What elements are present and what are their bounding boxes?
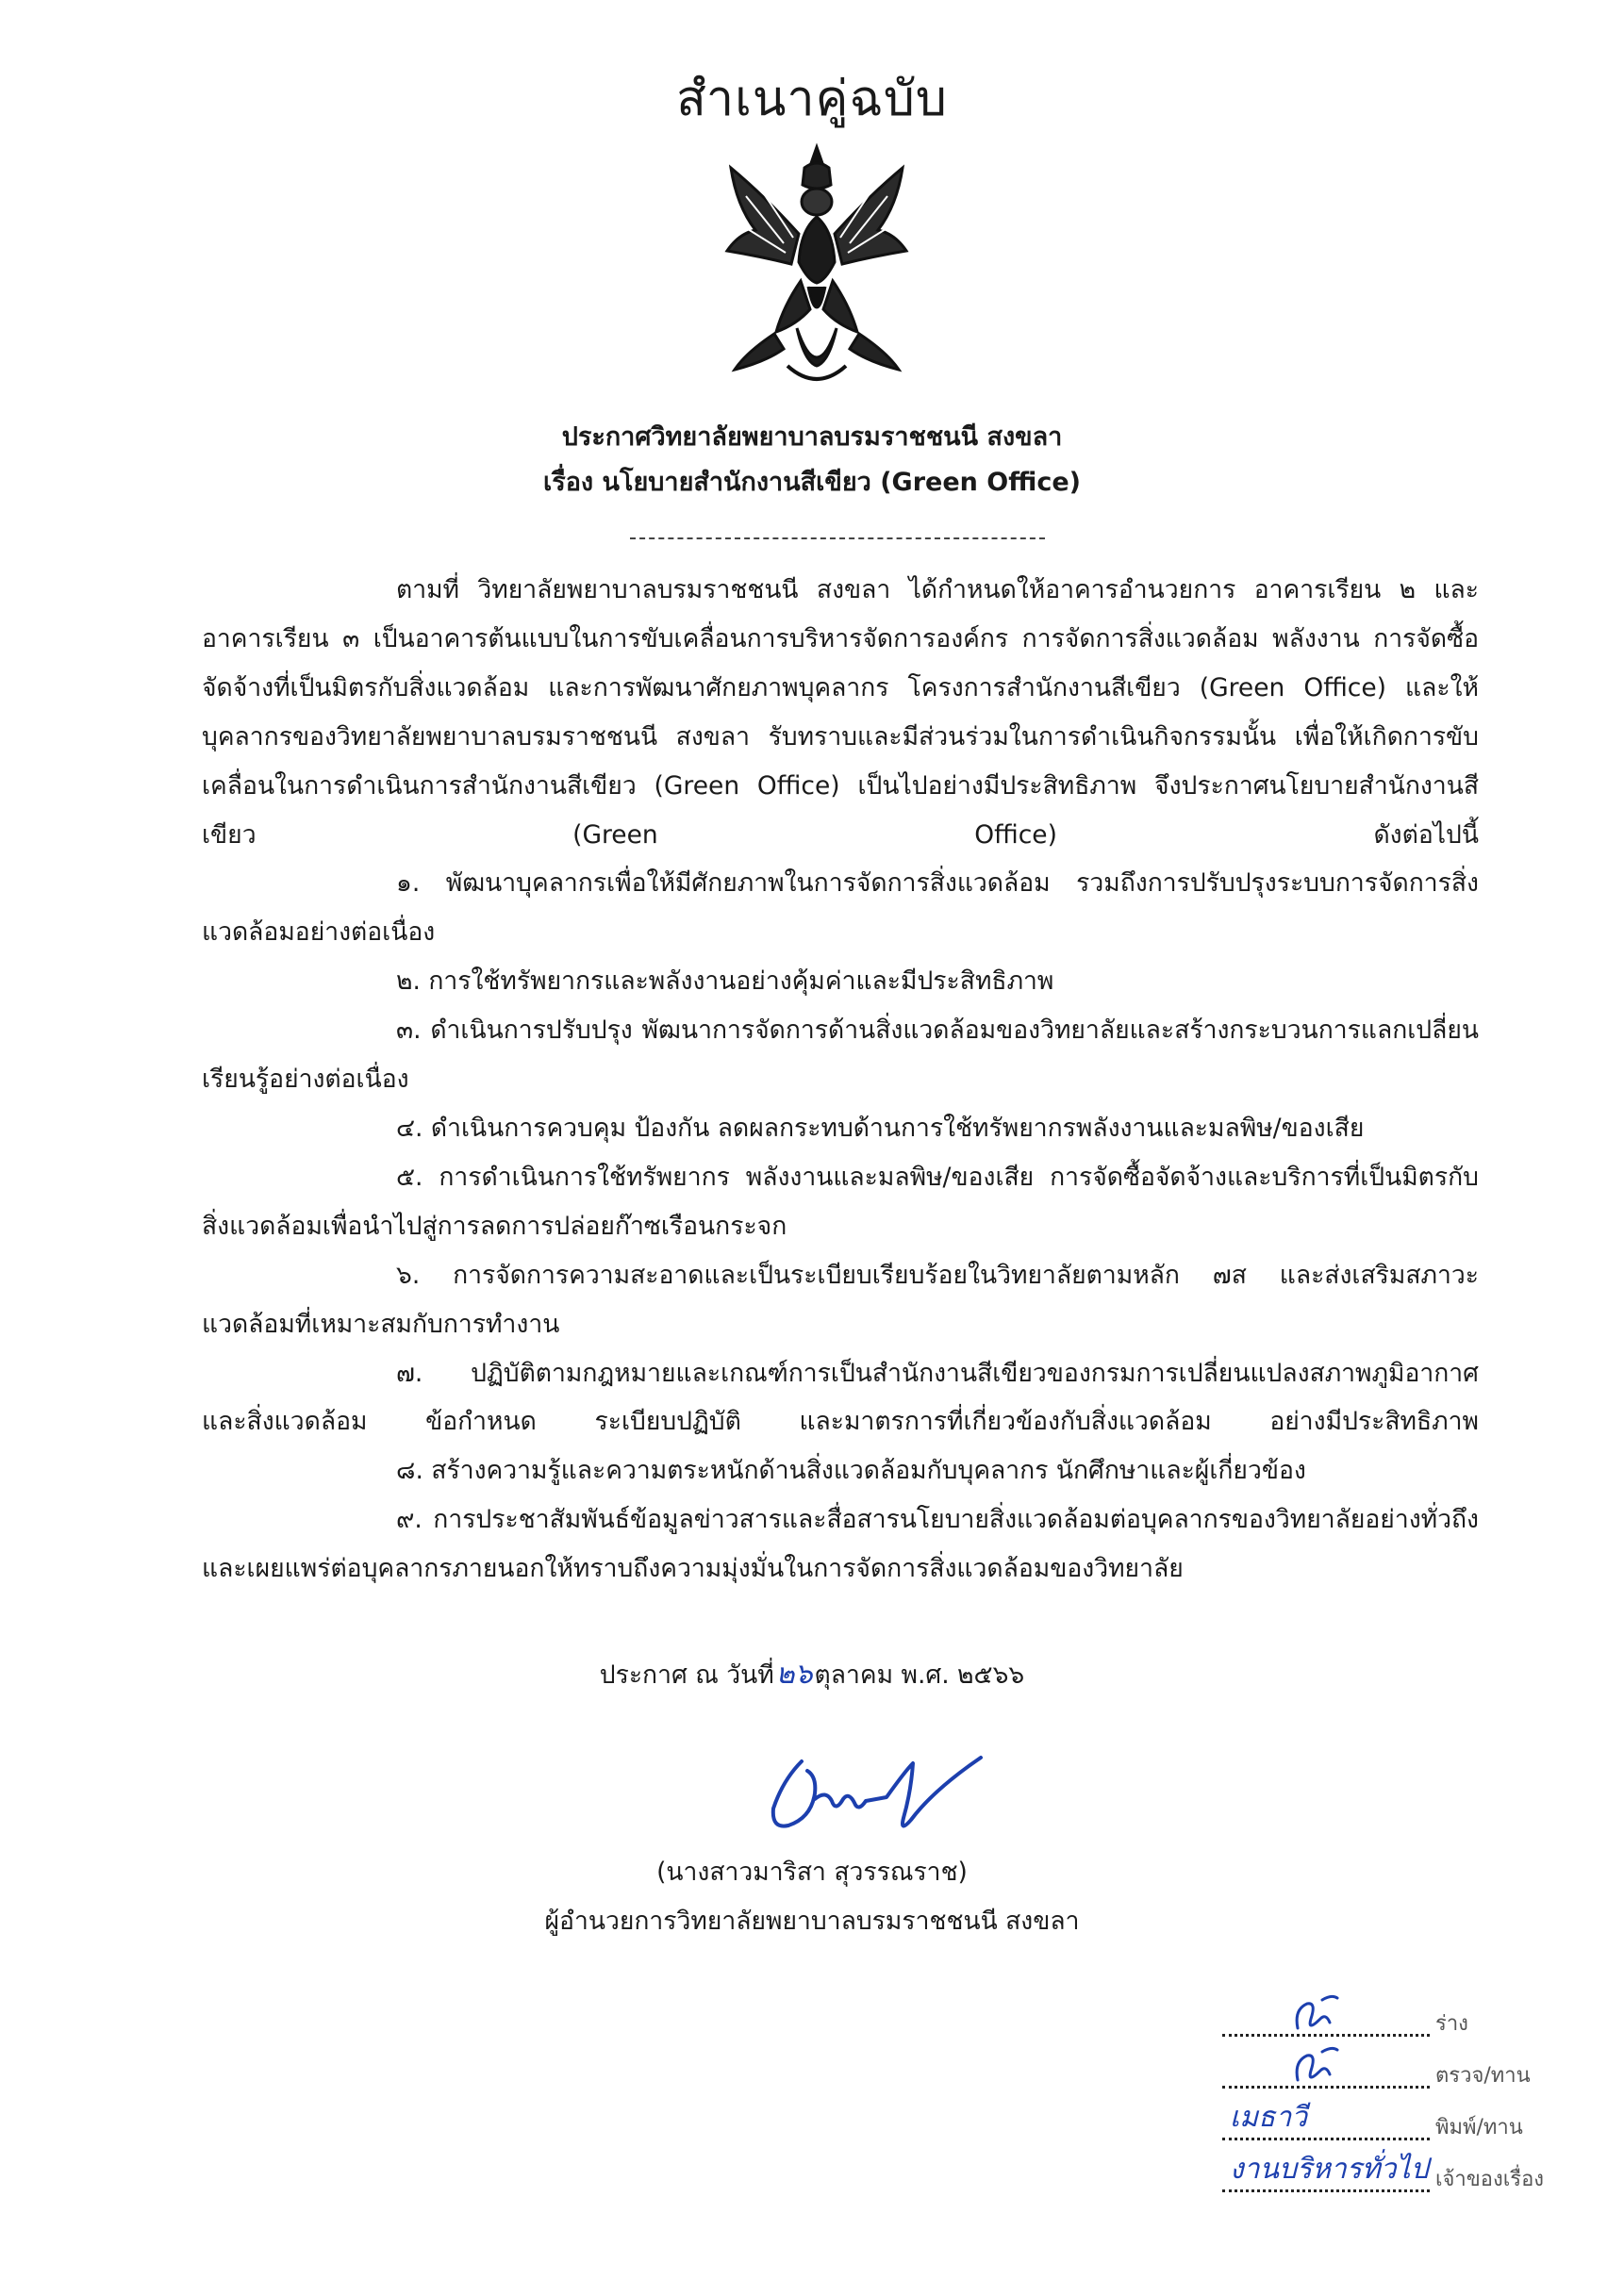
title-line-1: ประกาศวิทยาลัยพยาบาลบรมราชชนนี สงขลา: [561, 422, 1063, 452]
policy-item-8: ๘. สร้างความรู้และความตระหนักด้านสิ่งแวดล้อมกับบุคลากร นักศึกษาและผู้เกี่ยวข้อง: [396, 1456, 1306, 1486]
policy-item-2: ๒. การใช้ทรัพยากรและพลังงานอย่างคุ้มค่าและมีประสิทธิภาพ: [396, 966, 1054, 997]
policy-item-1: ๑. พัฒนาบุคลากรเพื่อให้มีศักยภาพในการจัดการสิ่งแวดล้อม รวมถึงการปรับปรุงระบบการจัดการสิ่งแวดล้อมอย่างต่อเนื่อง: [202, 868, 1479, 948]
initial-signature: [1288, 1990, 1345, 2041]
intro-paragraph: ตามที่ วิทยาลัยพยาบาลบรมราชชนนี สงขลา ได้กำหนดให้อาคารอำนวยการ อาคารเรียน ๒ และอาคารเรียน ๓ เป็นอาคารต้นแบบในการขับเคลื่อนการบริหารจัดการองค์กร การจัดการสิ่งแวดล้อม พลังงาน การจัดซื้อจัดจ้างที่เป็นมิตรกับสิ่งแวดล้อม และการพัฒนาศักยภาพบุคลากร โครงการสำนักงานสีเขียว (Green Office) และให้บุคลากรของวิทยาลัยพยาบาลบรมราชชนนี สงขลา รับทราบและมีส่วนร่วมในการดำเนินกิจกรรมนั้น เพื่อให้เกิดการขับเคลื่อนในการดำเนินการสำนักงานสีเขียว (Green Office) เป็นไปอย่างมีประสิทธิภาพ จึงประกาศนโยบายสำนักงานสีเขียว (Green Office) ดังต่อไปนี้: [202, 575, 1479, 850]
routing-row: [1222, 2089, 1523, 2140]
routing-label: ร่าง: [1435, 2012, 1468, 2036]
copy-label: สำเนาคู่ฉบับ: [676, 71, 948, 127]
announcement-title: [0, 415, 1624, 505]
date-suffix: ตุลาคม พ.ศ. ๒๕๖๖: [814, 1660, 1025, 1690]
policy-item-9: ๙. การประชาสัมพันธ์ข้อมูลข่าวสารและสื่อสารนโยบายสิ่งแวดล้อมต่อบุคลากรของวิทยาลัยอย่างทั่วถึงและเผยแพร่ต่อบุคลากรภายนอกให้ทราบถึงความมุ่งมั่นในการจัดการสิ่งแวดล้อมของวิทยาลัย: [202, 1505, 1479, 1584]
garuda-emblem-icon: [718, 140, 916, 392]
routing-handwriting: เมธาวี: [1230, 2101, 1308, 2134]
signer-position: ผู้อำนวยการวิทยาลัยพยาบาลบรมราชชนนี สงขลา: [544, 1907, 1080, 1936]
policy-item-7: ๗. ปฏิบัติตามกฎหมายและเกณฑ์การเป็นสำนักงานสีเขียวของกรมการเปลี่ยนแปลงสภาพภูมิอากาศและสิ่งแวดล้อม ข้อกำหนด ระเบียบปฏิบัติ และมาตรการที่เกี่ยวข้องกับสิ่งแวดล้อม อย่างมีประสิทธิภาพ: [202, 1358, 1479, 1437]
routing-label: เจ้าของเรื่อง: [1435, 2168, 1545, 2191]
routing-label: ตรวจ/ทาน: [1435, 2064, 1531, 2088]
signer-name: (นางสาวมาริสา สุวรรณราช): [656, 1858, 968, 1887]
policy-body: [202, 566, 1479, 1594]
announcement-date: [0, 1652, 1624, 1696]
title-line-2: เรื่อง นโยบายสำนักงานสีเขียว (Green Office): [542, 468, 1081, 497]
policy-item-4: ๔. ดำเนินการควบคุม ป้องกัน ลดผลกระทบด้านการใช้ทรัพยากรพลังงานและมลพิษ/ของเสีย: [396, 1113, 1365, 1143]
handwritten-day: ๒๖: [775, 1658, 813, 1691]
signer-block: [0, 1848, 1624, 1946]
policy-item-6: ๖. การจัดการความสะอาดและเป็นระเบียบเรียบร้อยในวิทยาลัยตามหลัก ๗ส และส่งเสริมสภาวะ แวดล้อมที่เหมาะสมกับการทำงาน: [202, 1260, 1479, 1339]
director-signature: [745, 1743, 990, 1846]
date-prefix: ประกาศ ณ วันที่: [599, 1660, 774, 1690]
routing-handwriting: งานบริหารทั่วไป: [1230, 2153, 1429, 2186]
routing-row: [1222, 2037, 1531, 2089]
initial-signature: [1288, 2042, 1345, 2093]
routing-row: [1222, 1985, 1468, 2037]
routing-row: [1222, 2140, 1545, 2192]
routing-label: พิมพ์/ทาน: [1435, 2116, 1523, 2139]
title-divider: [630, 537, 1045, 539]
policy-item-3: ๓. ดำเนินการปรับปรุง พัฒนาการจัดการด้านสิ่งแวดล้อมของวิทยาลัยและสร้างกระบวนการแลกเปลี่ยนเรียนรู้อย่างต่อเนื่อง: [202, 1016, 1479, 1095]
policy-item-5: ๕. การดำเนินการใช้ทรัพยากร พลังงานและมลพิษ/ของเสีย การจัดซื้อจัดจ้างและบริการที่เป็นมิตรกับสิ่งแวดล้อมเพื่อนำไปสู่การลดการปล่อยก๊าซเรือนกระจก: [202, 1162, 1479, 1241]
routing-block: [1222, 1985, 1599, 2192]
